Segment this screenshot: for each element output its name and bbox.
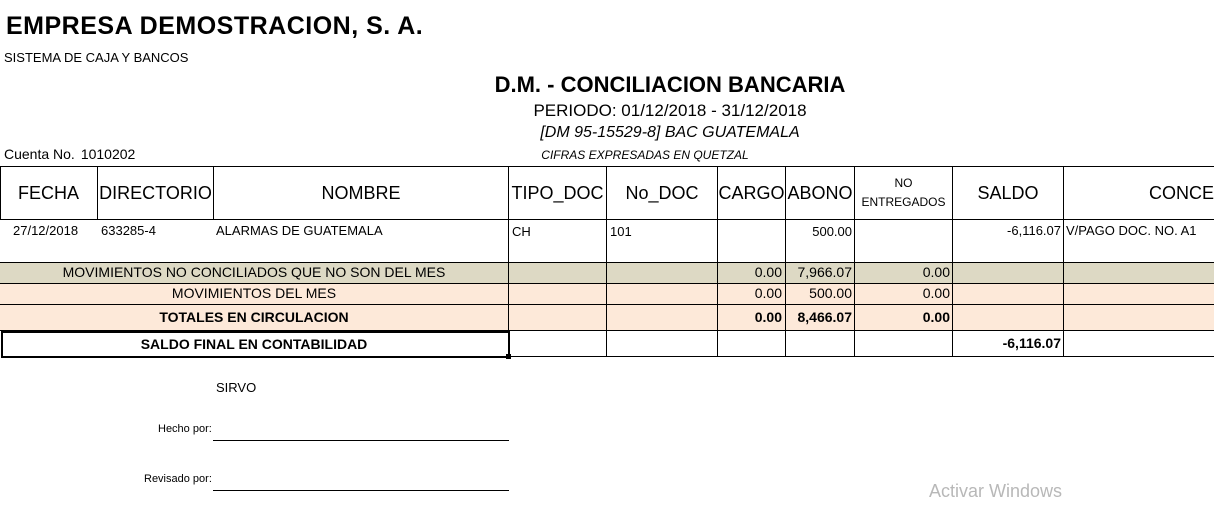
report-period: PERIODO: 01/12/2018 - 31/12/2018	[533, 101, 807, 120]
summary-totales-abono: 8,466.07	[797, 309, 852, 325]
summary-no-conciliados-abono: 7,966.07	[797, 264, 852, 280]
revisado-por-label: Revisado por:	[144, 473, 212, 485]
cell-no-doc: 101	[610, 224, 632, 239]
company-name: EMPRESA DEMOSTRACION, S. A.	[6, 12, 424, 40]
col-no-entregados-line2: ENTREGADOS	[861, 195, 946, 209]
col-no-entregados	[855, 167, 952, 219]
col-abono: ABONO	[787, 182, 853, 203]
hecho-por-label: Hecho por:	[158, 423, 212, 435]
cell-nombre: ALARMAS DE GUATEMALA	[216, 223, 383, 238]
grid-line	[0, 219, 1214, 220]
revisado-por-line	[213, 490, 509, 491]
cell-tipo-doc: CH	[512, 224, 531, 239]
col-directorio: DIRECTORIO	[99, 182, 212, 203]
sirvo-text: SIRVO	[216, 380, 257, 395]
col-saldo: SALDO	[977, 182, 1039, 203]
hecho-por-line	[213, 440, 509, 441]
col-no-entregados-line1: NO	[894, 176, 913, 190]
report-title: D.M. - CONCILIACION BANCARIA	[494, 72, 846, 97]
currency-note: CIFRAS EXPRESADAS EN QUETZAL	[541, 148, 749, 162]
summary-del-mes-no-entregados: 0.00	[922, 285, 950, 301]
summary-no-conciliados-cargo: 0.00	[754, 264, 782, 280]
system-name: SISTEMA DE CAJA Y BANCOS	[4, 50, 189, 65]
summary-saldo-final-label: SALDO FINAL EN CONTABILIDAD	[140, 336, 368, 352]
summary-no-conciliados-no-entregados: 0.00	[922, 264, 950, 280]
account-info	[4, 146, 135, 162]
grid-line	[0, 304, 1214, 305]
cell-concepto: V/PAGO DOC. NO. A1	[1066, 223, 1197, 238]
col-concepto-label: CONCE	[1148, 182, 1214, 203]
col-no-doc: No_DOC	[625, 182, 699, 203]
summary-del-mes-abono: 500.00	[809, 285, 852, 301]
summary-del-mes-label: MOVIMIENTOS DEL MES	[171, 285, 337, 301]
summary-saldo-final-value: -6,116.07	[1002, 335, 1061, 351]
col-nombre: NOMBRE	[321, 182, 401, 203]
col-tipo-doc: TIPO_DOC	[511, 182, 604, 203]
cell-saldo: -6,116.07	[1007, 223, 1061, 238]
grid-line	[0, 283, 1214, 284]
grid-line	[0, 262, 1214, 263]
col-concepto	[1064, 167, 1214, 219]
summary-no-conciliados-label: MOVIMIENTOS NO CONCILIADOS QUE NO SON DEL MES	[62, 264, 446, 280]
activation-watermark: Activar Windows	[929, 481, 1063, 501]
col-fecha: FECHA	[17, 182, 79, 203]
summary-totales-cargo: 0.00	[754, 309, 782, 325]
summary-del-mes-cargo: 0.00	[754, 285, 782, 301]
fill-handle[interactable]	[506, 354, 511, 359]
report-bank: [DM 95-15529-8] BAC GUATEMALA	[540, 124, 800, 141]
cell-fecha: 27/12/2018	[13, 223, 79, 238]
summary-totales-label: TOTALES EN CIRCULACION	[159, 309, 349, 325]
grid-line	[508, 356, 1214, 357]
account-label: Cuenta No.	[4, 146, 75, 162]
col-cargo: CARGO	[718, 182, 785, 203]
cell-directorio: 633285-4	[101, 223, 156, 238]
account-number: 1010202	[80, 146, 136, 162]
summary-totales-no-entregados: 0.00	[922, 309, 950, 325]
cell-abono: 500.00	[812, 224, 852, 239]
